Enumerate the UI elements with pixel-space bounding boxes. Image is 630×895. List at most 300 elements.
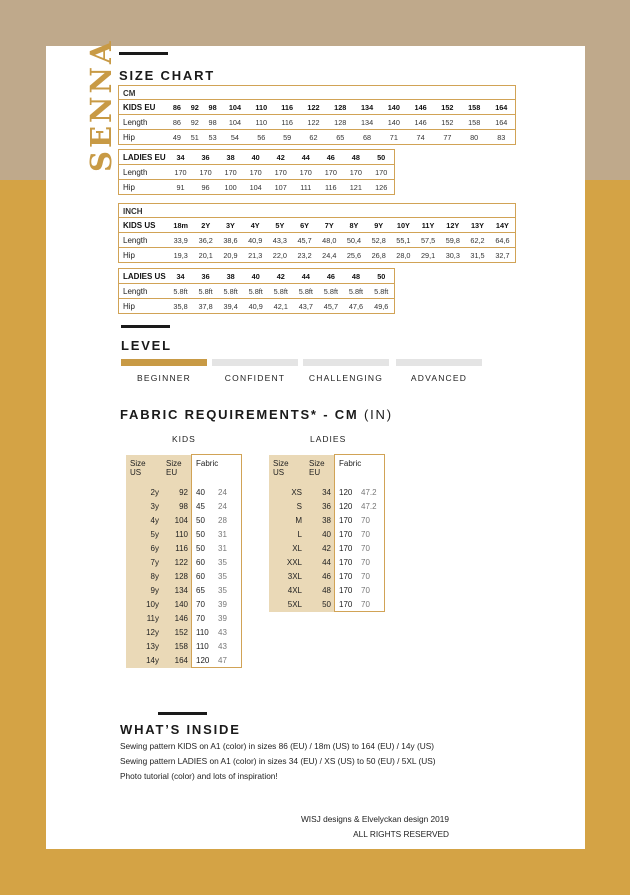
fabric-cm: 170 — [335, 555, 362, 569]
size-chart-title: SIZE CHART — [119, 68, 215, 83]
fabric-in: 28 — [218, 515, 227, 525]
brand-title: SENNA — [84, 38, 118, 172]
fabric-cm: 170 — [335, 583, 362, 597]
size-header-cell: 86 — [168, 100, 186, 115]
size-header-cell: 128 — [327, 100, 354, 115]
size-cell: 51 — [190, 133, 199, 142]
whats-inside-title: WHAT’S INSIDE — [120, 722, 241, 737]
size-row-label: Hip — [123, 251, 136, 260]
size-header-cell: 44 — [293, 150, 318, 165]
fabric-pad — [240, 583, 242, 597]
fabric-row — [126, 569, 242, 583]
fabric-cm: 50 — [192, 541, 219, 555]
section-bar — [119, 52, 168, 55]
size-header-cell: 10Y — [391, 218, 416, 233]
size-header-cell: 38 — [218, 269, 243, 284]
size-header-row — [119, 100, 516, 115]
size-header-cell: 140 — [380, 100, 407, 115]
size-cell: 107 — [274, 183, 287, 192]
size-header-cell: 7Y — [317, 218, 342, 233]
fabric-in: 31 — [218, 543, 227, 553]
size-cell: 170 — [343, 165, 368, 180]
size-cell: 170 — [243, 165, 268, 180]
size-cell: 32,7 — [495, 251, 510, 260]
size-cell: 74 — [416, 133, 425, 142]
fabric-size-eu: 48 — [305, 583, 335, 597]
fabric-size-eu: 128 — [162, 569, 192, 583]
size-row — [119, 248, 516, 263]
fabric-size-eu: 110 — [162, 527, 192, 541]
size-cell: 19,3 — [173, 251, 188, 260]
section-bar — [158, 712, 207, 715]
size-header-cell: 152 — [434, 100, 461, 115]
size-header-label: LADIES US — [119, 269, 169, 284]
unit-label: INCH — [119, 204, 516, 218]
fabric-cm: 170 — [335, 569, 362, 583]
level-label: CHALLENGING — [308, 373, 384, 383]
fabric-in: 31 — [218, 529, 227, 539]
fabric-row — [126, 499, 242, 513]
fabric-row — [126, 625, 242, 639]
fabric-pad — [240, 485, 242, 499]
size-cell: 170 — [168, 165, 193, 180]
fabric-in: 70 — [361, 571, 370, 581]
size-cell: 30,3 — [445, 251, 460, 260]
fabric-pad — [240, 653, 242, 668]
fabric-pad — [383, 513, 385, 527]
fabric-cm: 110 — [192, 625, 219, 639]
footer-rights: ALL RIGHTS RESERVED — [353, 829, 449, 839]
size-header-cell: 38 — [218, 150, 243, 165]
size-cell: 54 — [230, 133, 239, 142]
fabric-row — [269, 555, 385, 569]
size-cell: 170 — [293, 165, 318, 180]
size-cell: 28,0 — [396, 251, 411, 260]
level-confident — [212, 359, 298, 383]
size-cell: 59 — [283, 133, 292, 142]
fabric-size-us: M — [269, 513, 305, 527]
fabric-size-us: 7y — [126, 555, 162, 569]
size-header-cell: 36 — [193, 150, 218, 165]
size-cell: 83 — [497, 133, 506, 142]
fabric-row — [269, 597, 385, 612]
fabric-col-eu: Size EU — [305, 455, 335, 486]
size-header-cell: 164 — [488, 100, 516, 115]
level-label: ADVANCED — [410, 373, 468, 383]
fabric-in: 35 — [218, 585, 227, 595]
size-header-cell: 122 — [300, 100, 327, 115]
fabric-kids-label: KIDS — [172, 434, 196, 444]
size-cell: 5.8ft — [243, 284, 268, 299]
size-header-cell: 8Y — [342, 218, 367, 233]
fabric-col-fabric: Fabric — [192, 455, 241, 486]
fabric-size-eu: 146 — [162, 611, 192, 625]
fabric-row — [269, 527, 385, 541]
size-cell: 33,9 — [168, 233, 193, 248]
fabric-size-us: 2y — [126, 485, 162, 499]
size-cell: 5.8ft — [218, 284, 243, 299]
size-header-row — [119, 269, 395, 284]
size-row-label: Length — [119, 284, 169, 299]
fabric-pad — [240, 499, 242, 513]
fabric-pad — [383, 499, 385, 513]
size-header-cell: 13Y — [465, 218, 490, 233]
size-cell: 158 — [461, 115, 488, 130]
fabric-in: 47 — [218, 653, 240, 668]
size-cell: 23,2 — [297, 251, 312, 260]
footer-credit: WISJ designs & Elvelyckan design 2019 — [300, 814, 449, 824]
size-cell: 92 — [186, 115, 204, 130]
size-header-row — [119, 218, 516, 233]
fabric-size-eu: 42 — [305, 541, 335, 555]
size-cell: 140 — [380, 115, 407, 130]
size-cell: 71 — [389, 133, 398, 142]
level-challenging — [303, 359, 389, 383]
fabric-cm: 120 — [335, 499, 362, 513]
fabric-header-row — [126, 455, 242, 486]
fabric-in: 70 — [361, 557, 370, 567]
size-header-cell: 104 — [222, 100, 249, 115]
fabric-pad — [383, 597, 385, 612]
fabric-row — [126, 555, 242, 569]
size-cell: 80 — [470, 133, 479, 142]
fabric-row — [126, 541, 242, 555]
fabric-size-eu: 98 — [162, 499, 192, 513]
size-cell: 36,2 — [193, 233, 218, 248]
fabric-size-us: 3XL — [269, 569, 305, 583]
brand-logo — [52, 38, 118, 174]
size-cell: 50,4 — [342, 233, 367, 248]
size-cell: 126 — [375, 183, 388, 192]
fabric-size-us: 4XL — [269, 583, 305, 597]
size-header-cell: 46 — [318, 269, 343, 284]
size-header-label: KIDS US — [119, 218, 169, 233]
fabric-pad — [383, 555, 385, 569]
fabric-row — [126, 597, 242, 611]
size-table-inch-ladies — [118, 268, 395, 314]
size-cell: 116 — [324, 183, 337, 192]
fabric-title-main: FABRIC REQUIREMENTS* - CM — [120, 407, 359, 422]
size-header-label: KIDS EU — [119, 100, 169, 115]
fabric-in: 70 — [361, 585, 370, 595]
size-table-cm-ladies — [118, 149, 395, 195]
fabric-cm: 60 — [192, 555, 219, 569]
fabric-row — [126, 583, 242, 597]
size-cell: 64,6 — [490, 233, 516, 248]
size-header-cell: 134 — [354, 100, 381, 115]
size-row-label: Length — [119, 165, 169, 180]
fabric-size-eu: 38 — [305, 513, 335, 527]
size-header-cell: 158 — [461, 100, 488, 115]
fabric-size-us: 11y — [126, 611, 162, 625]
fabric-size-us: 8y — [126, 569, 162, 583]
size-row-label: Hip — [123, 133, 136, 142]
size-cell: 45,7 — [292, 233, 317, 248]
size-cell: 43,3 — [268, 233, 293, 248]
fabric-cm: 50 — [192, 513, 219, 527]
size-cell: 170 — [268, 165, 293, 180]
size-header-cell: 40 — [243, 269, 268, 284]
size-header-cell: 42 — [268, 150, 293, 165]
level-advanced — [396, 359, 482, 383]
size-cell: 45,7 — [323, 302, 338, 311]
size-cell: 5.8ft — [369, 284, 395, 299]
size-row — [119, 180, 395, 195]
size-cell: 164 — [488, 115, 516, 130]
size-header-cell: 50 — [368, 150, 394, 165]
level-bar — [212, 359, 298, 366]
size-cell: 59,8 — [440, 233, 465, 248]
size-cell: 43,7 — [298, 302, 313, 311]
size-header-cell: 46 — [318, 150, 343, 165]
section-bar — [121, 325, 170, 328]
fabric-cm: 120 — [335, 485, 362, 499]
size-cell: 21,3 — [248, 251, 263, 260]
size-cell: 53 — [208, 133, 217, 142]
size-cell: 96 — [201, 183, 210, 192]
inside-line: Sewing pattern KIDS on A1 (color) in sizes 86 (EU) / 18m (US) to 164 (EU) / 14y (US) — [120, 741, 435, 751]
fabric-title-paren: (IN) — [363, 407, 393, 422]
size-header-cell: 11Y — [416, 218, 441, 233]
fabric-cm: 170 — [335, 541, 362, 555]
fabric-row — [126, 639, 242, 653]
fabric-size-eu: 164 — [162, 653, 192, 668]
size-cell: 170 — [218, 165, 243, 180]
size-header-cell: 3Y — [218, 218, 243, 233]
size-cell: 111 — [300, 183, 312, 192]
size-header-cell: 98 — [204, 100, 222, 115]
size-cell: 86 — [168, 115, 186, 130]
fabric-row — [126, 485, 242, 499]
fabric-pad — [240, 513, 242, 527]
level-label: CONFIDENT — [224, 373, 286, 383]
fabric-in: 24 — [218, 487, 227, 497]
size-row — [119, 233, 516, 248]
fabric-col-eu: Size EU — [162, 455, 192, 486]
size-cell: 24,4 — [322, 251, 337, 260]
fabric-ladies-label: LADIES — [310, 434, 347, 444]
fabric-pad — [383, 569, 385, 583]
fabric-size-us: 3y — [126, 499, 162, 513]
size-cell: 5.8ft — [293, 284, 318, 299]
size-header-row — [119, 150, 395, 165]
fabric-in: 70 — [361, 515, 370, 525]
fabric-cm: 65 — [192, 583, 219, 597]
size-cell: 98 — [204, 115, 222, 130]
fabric-cm: 120 — [192, 653, 219, 668]
size-cell: 39,4 — [223, 302, 238, 311]
fabric-row — [126, 527, 242, 541]
unit-row — [119, 86, 516, 100]
size-cell: 37,8 — [198, 302, 213, 311]
size-cell: 5.8ft — [318, 284, 343, 299]
size-row-label: Length — [119, 115, 169, 130]
size-header-cell: 5Y — [268, 218, 293, 233]
fabric-pad — [240, 611, 242, 625]
size-cell: 5.8ft — [193, 284, 218, 299]
size-row-label: Hip — [123, 183, 136, 192]
fabric-size-eu: 34 — [305, 485, 335, 499]
fabric-row — [269, 513, 385, 527]
fabric-row — [126, 513, 242, 527]
size-cell: 29,1 — [420, 251, 436, 260]
size-cell: 146 — [407, 115, 434, 130]
size-header-cell: 2Y — [193, 218, 218, 233]
fabric-pad — [240, 625, 242, 639]
fabric-size-eu: 134 — [162, 583, 192, 597]
size-cell: 25,6 — [346, 251, 362, 260]
fabric-size-us: 14y — [126, 653, 162, 668]
fabric-size-us: 12y — [126, 625, 162, 639]
fabric-col-pad — [383, 455, 385, 486]
fabric-pad — [240, 569, 242, 583]
size-cell: 121 — [349, 183, 362, 192]
size-cell: 26,8 — [371, 251, 386, 260]
fabric-in: 70 — [361, 529, 370, 539]
fabric-table-ladies — [269, 454, 385, 612]
fabric-size-us: 4y — [126, 513, 162, 527]
fabric-in: 39 — [218, 599, 227, 609]
fabric-cm: 45 — [192, 499, 219, 513]
size-cell: 56 — [257, 133, 266, 142]
size-header-cell: 34 — [168, 269, 193, 284]
fabric-cm: 70 — [192, 597, 219, 611]
fabric-row — [269, 485, 385, 499]
fabric-size-us: 5XL — [269, 597, 305, 612]
size-header-cell: 4Y — [243, 218, 268, 233]
size-header-cell: 44 — [293, 269, 318, 284]
size-row-label: Hip — [123, 302, 136, 311]
fabric-size-us: XXL — [269, 555, 305, 569]
fabric-row — [269, 499, 385, 513]
size-header-cell: 40 — [243, 150, 268, 165]
size-cell: 20,9 — [223, 251, 238, 260]
fabric-in: 47.2 — [361, 487, 377, 497]
size-row — [119, 115, 516, 130]
fabric-col-fabric: Fabric — [335, 455, 384, 486]
fabric-pad — [240, 555, 242, 569]
level-bar — [121, 359, 207, 366]
fabric-cm: 170 — [335, 527, 362, 541]
fabric-size-eu: 116 — [162, 541, 192, 555]
inside-line: Sewing pattern LADIES on A1 (color) in sizes 34 (EU) / XS (US) to 50 (EU) / 5XL (US) — [120, 756, 436, 766]
fabric-size-us: S — [269, 499, 305, 513]
fabric-cm: 50 — [192, 527, 219, 541]
level-beginner — [121, 359, 207, 383]
fabric-in: 43 — [218, 641, 227, 651]
fabric-pad — [240, 597, 242, 611]
size-cell: 104 — [222, 115, 249, 130]
size-cell: 55,1 — [391, 233, 416, 248]
size-cell: 40,9 — [248, 302, 263, 311]
size-header-cell: 110 — [248, 100, 274, 115]
fabric-pad — [383, 583, 385, 597]
size-cell: 104 — [249, 183, 262, 192]
size-cell: 31,5 — [470, 251, 485, 260]
fabric-size-eu: 104 — [162, 513, 192, 527]
fabric-col-pad — [240, 455, 242, 486]
size-cell: 122 — [300, 115, 327, 130]
fabric-size-us: L — [269, 527, 305, 541]
size-header-cell: 9Y — [366, 218, 391, 233]
fabric-cm: 60 — [192, 569, 219, 583]
size-cell: 57,5 — [416, 233, 441, 248]
size-cell: 170 — [368, 165, 394, 180]
size-table-inch-kids — [118, 203, 516, 263]
inside-line: Photo tutorial (color) and lots of inspiration! — [120, 771, 278, 781]
fabric-cm: 110 — [192, 639, 219, 653]
size-cell: 77 — [443, 133, 452, 142]
fabric-size-eu: 140 — [162, 597, 192, 611]
fabric-size-us: 13y — [126, 639, 162, 653]
fabric-cm: 40 — [192, 485, 219, 499]
size-header-cell: 12Y — [440, 218, 465, 233]
fabric-size-eu: 46 — [305, 569, 335, 583]
fabric-size-eu: 44 — [305, 555, 335, 569]
size-row — [119, 299, 395, 314]
fabric-pad — [240, 527, 242, 541]
size-cell: 68 — [362, 133, 372, 142]
size-header-cell: 146 — [407, 100, 434, 115]
fabric-size-us: XS — [269, 485, 305, 499]
fabric-table-kids — [126, 454, 242, 668]
size-header-cell: 92 — [186, 100, 204, 115]
fabric-size-us: XL — [269, 541, 305, 555]
size-cell: 152 — [434, 115, 461, 130]
size-row — [119, 130, 516, 145]
fabric-size-us: 6y — [126, 541, 162, 555]
size-header-cell: 6Y — [292, 218, 317, 233]
size-row-label: Length — [119, 233, 169, 248]
size-cell: 52,8 — [366, 233, 391, 248]
size-cell: 100 — [224, 183, 237, 192]
size-cell: 47,6 — [348, 302, 364, 311]
size-header-cell: 116 — [274, 100, 300, 115]
fabric-in: 70 — [361, 543, 370, 553]
size-cell: 170 — [318, 165, 343, 180]
fabric-size-eu: 158 — [162, 639, 192, 653]
size-cell: 48,0 — [317, 233, 342, 248]
level-title: LEVEL — [121, 338, 172, 353]
fabric-size-us: 9y — [126, 583, 162, 597]
size-cell: 49,6 — [374, 302, 389, 311]
size-header-cell: 48 — [343, 269, 368, 284]
size-cell: 35,8 — [173, 302, 188, 311]
fabric-size-eu: 92 — [162, 485, 192, 499]
size-cell: 22,0 — [272, 251, 287, 260]
fabric-in: 43 — [218, 627, 227, 637]
fabric-size-us: 5y — [126, 527, 162, 541]
size-header-cell: 18m — [168, 218, 193, 233]
size-cell: 49 — [172, 133, 181, 142]
fabric-size-eu: 122 — [162, 555, 192, 569]
fabric-pad — [383, 527, 385, 541]
size-cell: 5.8ft — [268, 284, 293, 299]
size-cell: 20,1 — [198, 251, 213, 260]
level-label: BEGINNER — [137, 373, 191, 383]
size-cell: 38,6 — [218, 233, 243, 248]
size-cell: 62 — [309, 133, 318, 142]
unit-label: CM — [119, 86, 516, 100]
size-cell: 5.8ft — [168, 284, 193, 299]
size-cell: 128 — [327, 115, 354, 130]
fabric-col-us: Size US — [126, 455, 162, 486]
unit-row — [119, 204, 516, 218]
fabric-in: 39 — [218, 613, 227, 623]
size-cell: 116 — [274, 115, 300, 130]
size-header-cell: 14Y — [490, 218, 516, 233]
size-header-cell: 48 — [343, 150, 368, 165]
